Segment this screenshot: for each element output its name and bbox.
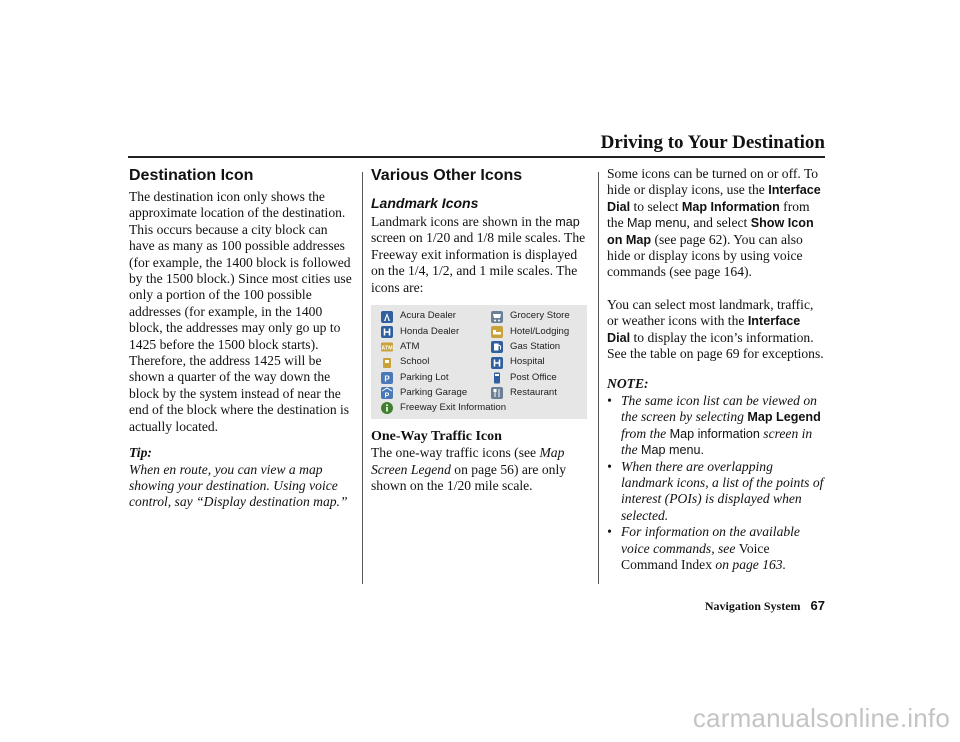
parking-lot-icon	[381, 372, 393, 384]
map-information-term: Map information	[669, 426, 760, 441]
column-divider-1	[362, 172, 363, 584]
tip-label: Tip:	[129, 445, 152, 461]
icon-toggle-paragraph: Some icons can be turned on or off. To hide or display icons, use the Interface Dial to select Map Information from the Map menu, and select Show Icon on Map (see page 62). You can also hide or display icons by using voice commands (see page 164).	[607, 166, 821, 280]
legend-item	[377, 324, 487, 339]
atm-icon	[381, 341, 393, 353]
legend-item	[377, 401, 587, 416]
header-rule	[128, 156, 825, 158]
legend-label: Gas Station	[510, 341, 561, 353]
column-various-icons	[371, 166, 587, 494]
svg-text:P: P	[384, 374, 390, 384]
legend-item	[377, 340, 487, 355]
school-icon	[381, 357, 393, 369]
column-icon-settings	[607, 166, 825, 573]
legend-item	[377, 386, 487, 401]
mailbox-icon	[491, 372, 503, 384]
icon-select-paragraph: You can select most landmark, traffic, or weather icons with the Interface Dial to display the icon’s information. See the table on page 69 for exceptions.	[607, 296, 824, 362]
footer-label: Navigation System	[704, 599, 801, 613]
legend-label: Parking Garage	[400, 386, 468, 398]
legend-item	[487, 355, 587, 370]
one-way-traffic-body: The one-way traffic icons (see Map Screen Legend on page 56) are only shown on the 1/20 mile scale.	[371, 445, 567, 493]
interface-dial-term: Interface Dial	[607, 314, 801, 345]
legend-item	[487, 309, 587, 324]
landmark-icon-legend	[371, 305, 587, 419]
section-heading-destination-icon: Destination Icon	[129, 167, 254, 184]
subheading-landmark-icons: Landmark Icons	[371, 195, 479, 211]
bed-icon	[491, 326, 503, 338]
interface-dial-term: Interface Dial	[607, 183, 821, 214]
page-number: 67	[810, 598, 825, 613]
map-screen-legend-ref: Map Screen Legend	[371, 445, 565, 477]
column-destination-icon	[129, 166, 355, 511]
legend-label: Parking Lot	[400, 371, 449, 383]
legend-item	[487, 324, 587, 339]
map-screen-term: map	[555, 215, 580, 229]
legend-item	[487, 386, 587, 401]
note-item: • For information on the available voice commands, see Voice Command Index on page 163.	[607, 524, 825, 573]
show-icon-on-map-term: Show Icon on Map	[607, 216, 814, 247]
grocery-cart-icon	[491, 311, 503, 323]
column-divider-2	[598, 172, 599, 584]
note-item: • When there are overlapping landmark icons, a list of the points of interest (POIs) is displayed when selected.	[607, 459, 825, 525]
gas-pump-icon	[491, 341, 503, 353]
legend-label: Post Office	[510, 371, 557, 383]
page-footer	[128, 597, 825, 615]
parking-garage-icon	[381, 387, 393, 399]
voice-command-index-ref: Voice Command Index	[621, 540, 770, 572]
notes-list	[607, 393, 825, 573]
tip-text: When en route, you can view a map showing your destination. Using voice control, say “Display destination map.”	[129, 461, 348, 510]
legend-item	[377, 309, 487, 324]
subheading-one-way-traffic: One-Way Traffic Icon	[371, 429, 502, 445]
svg-text:ATM: ATM	[381, 345, 393, 352]
map-information-term: Map Information	[681, 199, 780, 214]
note-label: NOTE:	[607, 376, 649, 392]
legend-label: Honda Dealer	[400, 325, 460, 337]
legend-label: Grocery Store	[510, 310, 570, 322]
map-menu-term: Map menu	[627, 216, 687, 231]
watermark: carmanualsonline.info	[692, 703, 950, 733]
legend-item	[377, 370, 487, 385]
landmark-icons-body: Landmark icons are shown in the map screen on 1/20 and 1/8 mile scales. The Freeway exit information is displayed on the 1/4, 1/2, and 1 mile scales. The icons are:	[371, 214, 586, 295]
hospital-icon	[491, 357, 503, 369]
acura-icon	[381, 311, 393, 323]
legend-item	[487, 340, 587, 355]
page-title: Driving to Your Destination	[600, 132, 825, 153]
legend-label: Restaurant	[510, 386, 557, 398]
legend-item	[377, 355, 487, 370]
legend-label: School	[400, 356, 430, 368]
legend-label: Acura Dealer	[400, 310, 456, 322]
svg-text:P: P	[384, 392, 390, 400]
legend-label: ATM	[400, 341, 420, 353]
legend-label: Hospital	[510, 356, 545, 368]
section-heading-various-icons: Various Other Icons	[371, 167, 523, 184]
note-item: • The same icon list can be viewed on the screen by selecting Map Legend from the Map information screen in the Map menu.	[607, 393, 825, 459]
info-icon	[381, 402, 393, 414]
fork-knife-icon	[491, 387, 503, 399]
legend-label: Hotel/Lodging	[510, 325, 570, 337]
legend-label: Freeway Exit Information	[400, 402, 507, 414]
legend-item	[487, 370, 587, 385]
honda-icon	[381, 326, 393, 338]
destination-icon-body: The destination icon only shows the approximate location of the destination. This occurs because a city block can have as many as 100 possible addresses (for example, the 1400 block is followed by the 1500 block.) Since most cities use only a portion of the 100 possible addresses (for example, in the 1400 block, the addresses may only go up to 1425 before the 1500 block starts). Therefore, the address 1425 will be shown a quarter of the way down the block by the system instead of near the end of the block where the destination is actually located.	[129, 189, 352, 434]
map-legend-term: Map Legend	[747, 410, 821, 425]
map-menu-term: Map menu.	[641, 443, 705, 458]
